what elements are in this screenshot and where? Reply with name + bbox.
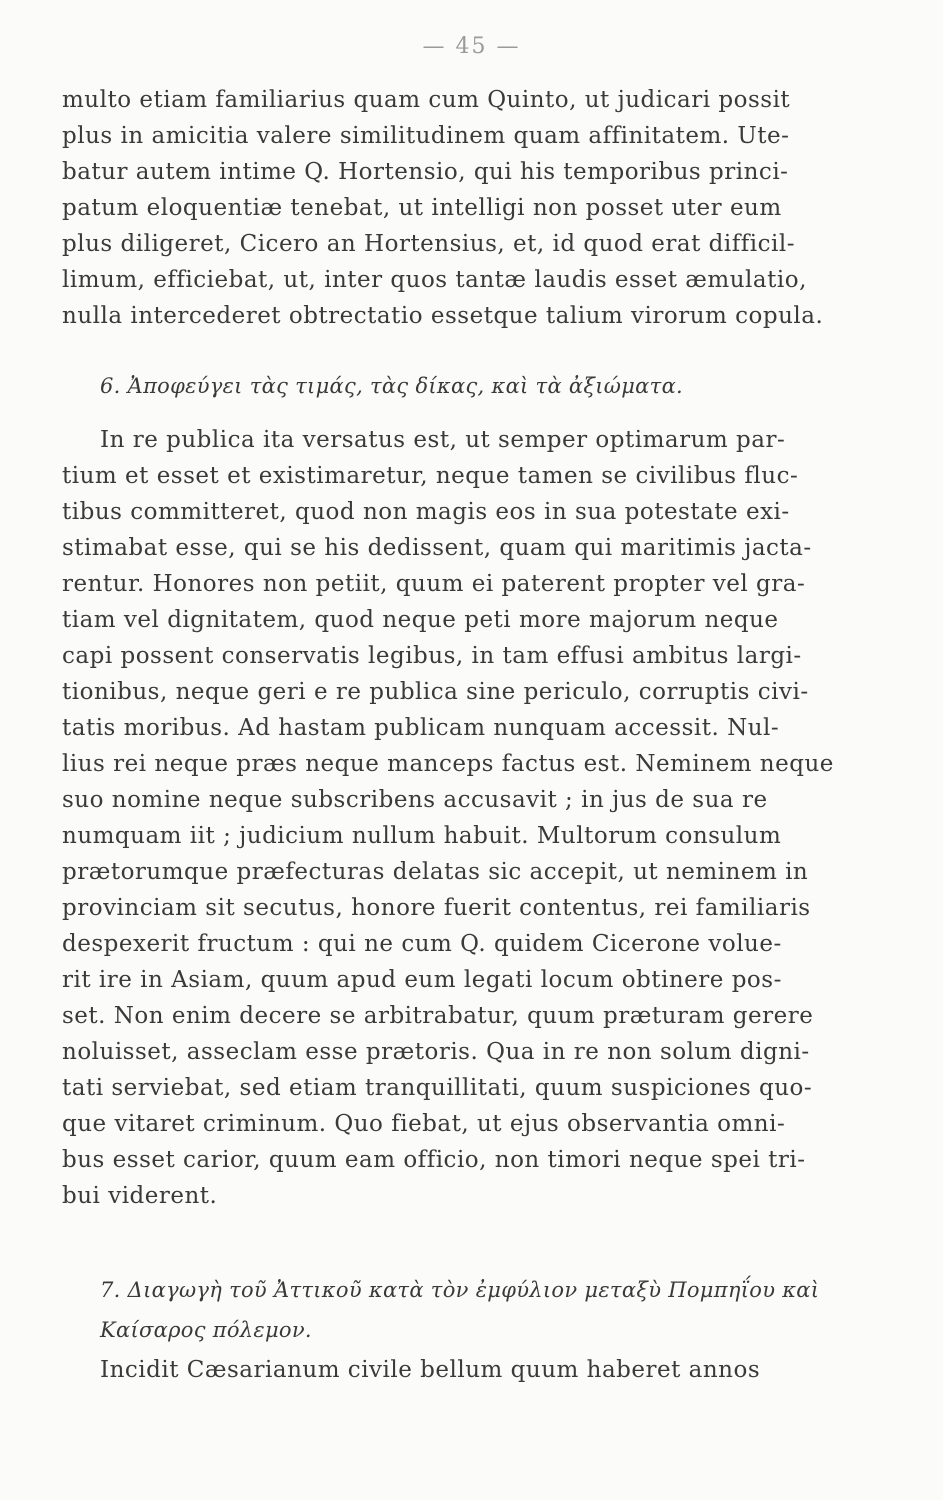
text-line: stimabat esse, qui se his dedissent, quam qui maritimis jacta-: [62, 535, 812, 561]
text-line: multo etiam familiarius quam cum Quinto, ut judicari possit: [62, 87, 791, 113]
text-line: tium et esset et existimaretur, neque tamen se civilibus fluc-: [62, 463, 799, 489]
text-line: tiam vel dignitatem, quod neque peti more majorum neque: [62, 607, 779, 633]
text-line: capi possent conservatis legibus, in tam effusi ambitus largi-: [62, 643, 802, 669]
text-line: noluisset, asseclam esse prætoris. Qua in re non solum digni-: [62, 1039, 810, 1065]
text-line: nulla intercederet obtrectatio essetque talium virorum copula.: [62, 303, 824, 329]
text-line: limum, efficiebat, ut, inter quos tantæ laudis esset æmulatio,: [62, 267, 807, 293]
text-line: tionibus, neque geri e re publica sine periculo, corruptis civi-: [62, 679, 809, 705]
text-line: rit ire in Asiam, quum apud eum legati locum obtinere pos-: [62, 967, 782, 993]
page-number: — 45 —: [422, 34, 521, 59]
text-line: batur autem intime Q. Hortensio, qui his temporibus princi-: [62, 159, 789, 185]
text-line: tatis moribus. Ad hastam publicam nunquam accessit. Nul-: [62, 715, 780, 741]
text-line: lius rei neque præs neque manceps factus est. Neminem neque: [62, 751, 834, 777]
text-line: provinciam sit secutus, honore fuerit contentus, rei familiaris: [62, 895, 811, 921]
text-line: set. Non enim decere se arbitrabatur, quum præturam gerere: [62, 1003, 814, 1029]
text-line: bus esset carior, quum eam officio, non timori neque spei tri-: [62, 1147, 806, 1173]
text-line: bui viderent.: [62, 1183, 218, 1209]
text-line: prætorumque præfecturas delatas sic accepit, ut neminem in: [62, 859, 809, 885]
text-line: plus diligeret, Cicero an Hortensius, et, id quod erat difficil-: [62, 231, 795, 257]
heading-line: Καίσαρος πόλεμον.: [100, 1318, 312, 1342]
paragraph-3: [62, 1352, 852, 1388]
paragraph-2: [62, 422, 852, 1214]
section-7-heading: [100, 1270, 860, 1350]
text-line: que vitaret criminum. Quo fiebat, ut ejus observantia omni-: [62, 1111, 786, 1137]
text-line: tibus committeret, quod non magis eos in sua potestate exi-: [62, 499, 790, 525]
text-line: numquam iit ; judicium nullum habuit. Multorum consulum: [62, 823, 782, 849]
paragraph-1: [62, 82, 852, 334]
section-6-heading: [100, 366, 890, 406]
text-line: rentur. Honores non petiit, quum ei paterent propter vel gra-: [62, 571, 806, 597]
text-line: despexerit fructum : qui ne cum Q. quidem Cicerone volue-: [62, 931, 782, 957]
text-line: patum eloquentiæ tenebat, ut intelligi non posset uter eum: [62, 195, 782, 221]
heading-line: 6. Ἀποφεύγει τὰς τιμάς, τὰς δίκας, καὶ τὰ ἀξιώματα.: [100, 374, 684, 398]
heading-line: 7. Διαγωγὴ τοῦ Ἀττικοῦ κατὰ τὸν ἐμφύλιον μεταξὺ Πομπηΐου καὶ: [100, 1278, 820, 1302]
text-line: suo nomine neque subscribens accusavit ; in jus de sua re: [62, 787, 768, 813]
text-line: Incidit Cæsarianum civile bellum quum haberet annos: [100, 1357, 761, 1383]
text-line: tati serviebat, sed etiam tranquillitati, quum suspiciones quo-: [62, 1075, 813, 1101]
text-line: plus in amicitia valere similitudinem quam affinitatem. Ute-: [62, 123, 790, 149]
text-line: In re publica ita versatus est, ut semper optimarum par-: [100, 427, 786, 453]
